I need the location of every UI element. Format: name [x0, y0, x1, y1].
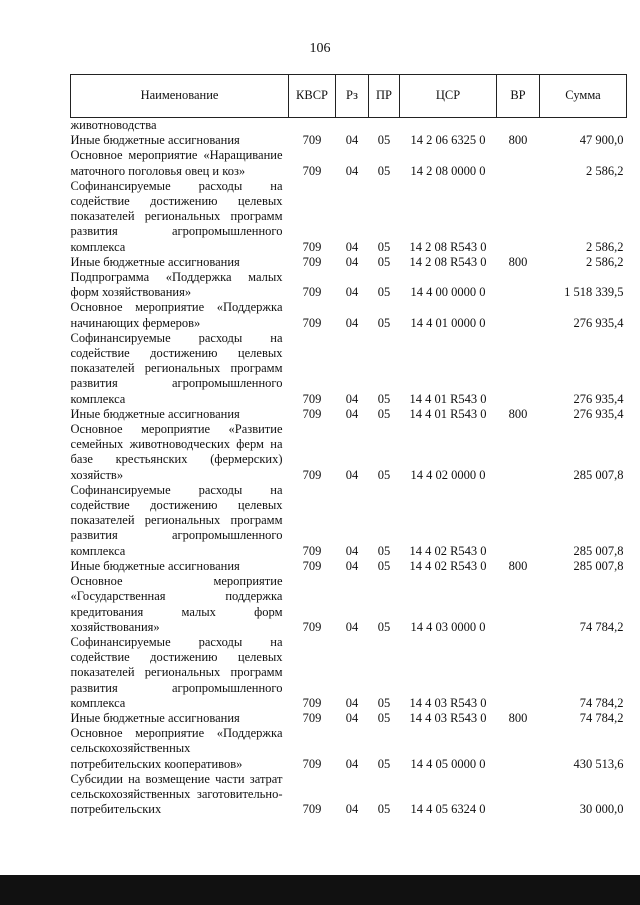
cell-kvsr: 709 [302, 239, 322, 254]
table-row [71, 635, 627, 711]
cell-name: Подпрограмма «Поддержка малых форм хозяйствования» [70, 270, 283, 300]
cell-vr [497, 148, 540, 178]
cell-csr: 14 4 03 R543 0 [409, 695, 487, 710]
cell-kvsr [289, 118, 336, 134]
cell-csr: 14 4 02 R543 0 [409, 558, 487, 573]
table-row [71, 148, 627, 178]
cell-sum: 285 007,8 [573, 558, 624, 573]
cell-pr: 05 [377, 391, 391, 406]
table-row [71, 255, 627, 270]
cell-sum: 285 007,8 [573, 467, 624, 482]
cell-vr [497, 118, 540, 134]
table-row [71, 726, 627, 772]
cell-csr [400, 118, 497, 134]
cell-sum: 74 784,2 [579, 710, 624, 725]
table-row [71, 422, 627, 483]
cell-vr: 800 [508, 133, 528, 148]
cell-vr [497, 635, 540, 711]
cell-name: Основное мероприятие «Поддержка сельскохозяйственных потребительских кооперативов» [70, 726, 283, 771]
cell-rz [336, 118, 369, 134]
table-header [71, 75, 627, 118]
cell-rz: 04 [345, 285, 359, 300]
cell-rz: 04 [345, 619, 359, 634]
cell-csr: 14 4 03 0000 0 [410, 619, 486, 634]
cell-sum: 276 935,4 [573, 406, 624, 421]
table-row [71, 133, 627, 148]
cell-csr: 14 4 01 R543 0 [409, 391, 487, 406]
cell-name: Софинансируемые расходы на содействие достижению целевых показателей региональных программ развития агропромышленного комплекса [70, 482, 283, 558]
cell-name: Иные бюджетные ассигнования [70, 406, 240, 421]
cell-kvsr: 709 [302, 163, 322, 178]
header-csr: ЦСР [400, 75, 497, 118]
cell-pr [369, 118, 400, 134]
cell-vr [497, 270, 540, 300]
cell-vr [497, 300, 540, 330]
cell-pr: 05 [377, 619, 391, 634]
cell-pr: 05 [377, 285, 391, 300]
cell-rz: 04 [345, 756, 359, 771]
cell-pr: 05 [377, 756, 391, 771]
header-pr: ПР [369, 75, 400, 118]
cell-name: Иные бюджетные ассигнования [70, 710, 240, 725]
cell-name: Основное мероприятие «Государственная поддержка кредитования малых форм хозяйствования» [70, 574, 283, 634]
cell-vr: 800 [508, 254, 528, 269]
cell-pr: 05 [377, 543, 391, 558]
cell-rz: 04 [345, 710, 359, 725]
header-rz: Рз [336, 75, 369, 118]
cell-sum: 276 935,4 [573, 315, 624, 330]
cell-pr: 05 [377, 239, 391, 254]
cell-name: Основное мероприятие «Наращивание маточного поголовья овец и коз» [70, 148, 283, 178]
scan-bottom-edge [0, 875, 640, 905]
cell-rz: 04 [345, 254, 359, 269]
cell-name: Субсидии на возмещение части затрат сельскохозяйственных заготовительно-потребительских [70, 771, 283, 817]
cell-sum: 285 007,8 [573, 543, 624, 558]
cell-sum: 74 784,2 [579, 619, 624, 634]
cell-name: животноводства [70, 118, 157, 132]
cell-sum [540, 118, 627, 134]
cell-sum: 2 586,2 [586, 163, 624, 178]
cell-sum: 2 586,2 [586, 239, 624, 254]
cell-rz: 04 [345, 133, 359, 148]
cell-kvsr: 709 [302, 254, 322, 269]
cell-csr: 14 2 08 R543 0 [409, 239, 487, 254]
cell-csr: 14 4 05 6324 0 [410, 802, 486, 817]
cell-pr: 05 [377, 133, 391, 148]
cell-sum: 2 586,2 [586, 254, 624, 269]
cell-rz: 04 [345, 467, 359, 482]
table-row [71, 559, 627, 574]
cell-sum: 47 900,0 [579, 133, 624, 148]
cell-csr: 14 4 02 R543 0 [409, 543, 487, 558]
cell-kvsr: 709 [302, 406, 322, 421]
cell-name: Софинансируемые расходы на содействие достижению целевых показателей региональных программ развития агропромышленного комплекса [70, 634, 283, 710]
table-row [71, 331, 627, 407]
cell-name: Иные бюджетные ассигнования [70, 133, 240, 148]
cell-kvsr: 709 [302, 315, 322, 330]
cell-pr: 05 [377, 163, 391, 178]
table-row [71, 300, 627, 330]
cell-kvsr: 709 [302, 285, 322, 300]
cell-sum: 74 784,2 [579, 695, 624, 710]
cell-rz: 04 [345, 695, 359, 710]
header-sum: Сумма [540, 75, 627, 118]
cell-csr: 14 4 01 R543 0 [409, 406, 487, 421]
cell-pr: 05 [377, 558, 391, 573]
cell-kvsr: 709 [302, 695, 322, 710]
cell-csr: 14 2 08 R543 0 [409, 254, 487, 269]
cell-csr: 14 4 00 0000 0 [410, 285, 486, 300]
cell-rz: 04 [345, 163, 359, 178]
cell-pr: 05 [377, 710, 391, 725]
cell-sum: 1 518 339,5 [564, 285, 624, 300]
cell-name: Иные бюджетные ассигнования [70, 558, 240, 573]
table-row [71, 711, 627, 726]
cell-name: Основное мероприятие «Развитие семейных животноводческих ферм на базе крестьянских (фермерских) хозяйств» [70, 422, 283, 482]
cell-name: Софинансируемые расходы на содействие достижению целевых показателей региональных программ развития агропромышленного комплекса [70, 178, 283, 254]
cell-vr [497, 574, 540, 635]
header-kvsr: КВСР [289, 75, 336, 118]
cell-vr [497, 422, 540, 483]
cell-sum: 430 513,6 [573, 756, 624, 771]
cell-name: Основное мероприятие «Поддержка начинающих фермеров» [70, 300, 283, 330]
table-row [71, 270, 627, 300]
cell-vr: 800 [508, 710, 528, 725]
cell-csr: 14 4 05 0000 0 [410, 756, 486, 771]
cell-pr: 05 [377, 695, 391, 710]
cell-vr [497, 331, 540, 407]
cell-kvsr: 709 [302, 558, 322, 573]
table-row [71, 179, 627, 255]
cell-kvsr: 709 [302, 543, 322, 558]
cell-name: Софинансируемые расходы на содействие достижению целевых показателей региональных программ развития агропромышленного комплекса [70, 330, 283, 406]
cell-rz: 04 [345, 543, 359, 558]
cell-vr [497, 179, 540, 255]
cell-csr: 14 4 02 0000 0 [410, 467, 486, 482]
cell-rz: 04 [345, 802, 359, 817]
cell-kvsr: 709 [302, 133, 322, 148]
table-row [71, 118, 627, 134]
table-row [71, 574, 627, 635]
table-body [71, 118, 627, 818]
cell-kvsr: 709 [302, 710, 322, 725]
table-row [71, 483, 627, 559]
cell-vr: 800 [508, 558, 528, 573]
table-row [71, 407, 627, 422]
cell-pr: 05 [377, 254, 391, 269]
cell-name: Иные бюджетные ассигнования [70, 254, 240, 269]
cell-kvsr: 709 [302, 619, 322, 634]
cell-rz: 04 [345, 406, 359, 421]
cell-csr: 14 4 01 0000 0 [410, 315, 486, 330]
page-number: 106 [309, 41, 331, 56]
cell-vr [497, 772, 540, 818]
header-name: Наименование [71, 75, 289, 118]
cell-vr [497, 483, 540, 559]
cell-sum: 30 000,0 [579, 802, 624, 817]
header-vr: ВР [497, 75, 540, 118]
cell-pr: 05 [377, 467, 391, 482]
cell-csr: 14 4 03 R543 0 [409, 710, 487, 725]
cell-pr: 05 [377, 406, 391, 421]
table-row [71, 772, 627, 818]
budget-table [70, 74, 627, 817]
cell-kvsr: 709 [302, 756, 322, 771]
cell-rz: 04 [345, 315, 359, 330]
cell-sum: 276 935,4 [573, 391, 624, 406]
cell-kvsr: 709 [302, 467, 322, 482]
cell-pr: 05 [377, 315, 391, 330]
cell-vr [497, 726, 540, 772]
cell-rz: 04 [345, 239, 359, 254]
cell-csr: 14 2 06 6325 0 [410, 133, 486, 148]
cell-vr: 800 [508, 406, 528, 421]
cell-pr: 05 [377, 802, 391, 817]
cell-rz: 04 [345, 391, 359, 406]
cell-kvsr: 709 [302, 391, 322, 406]
cell-rz: 04 [345, 558, 359, 573]
cell-csr: 14 2 08 0000 0 [410, 163, 486, 178]
cell-kvsr: 709 [302, 802, 322, 817]
